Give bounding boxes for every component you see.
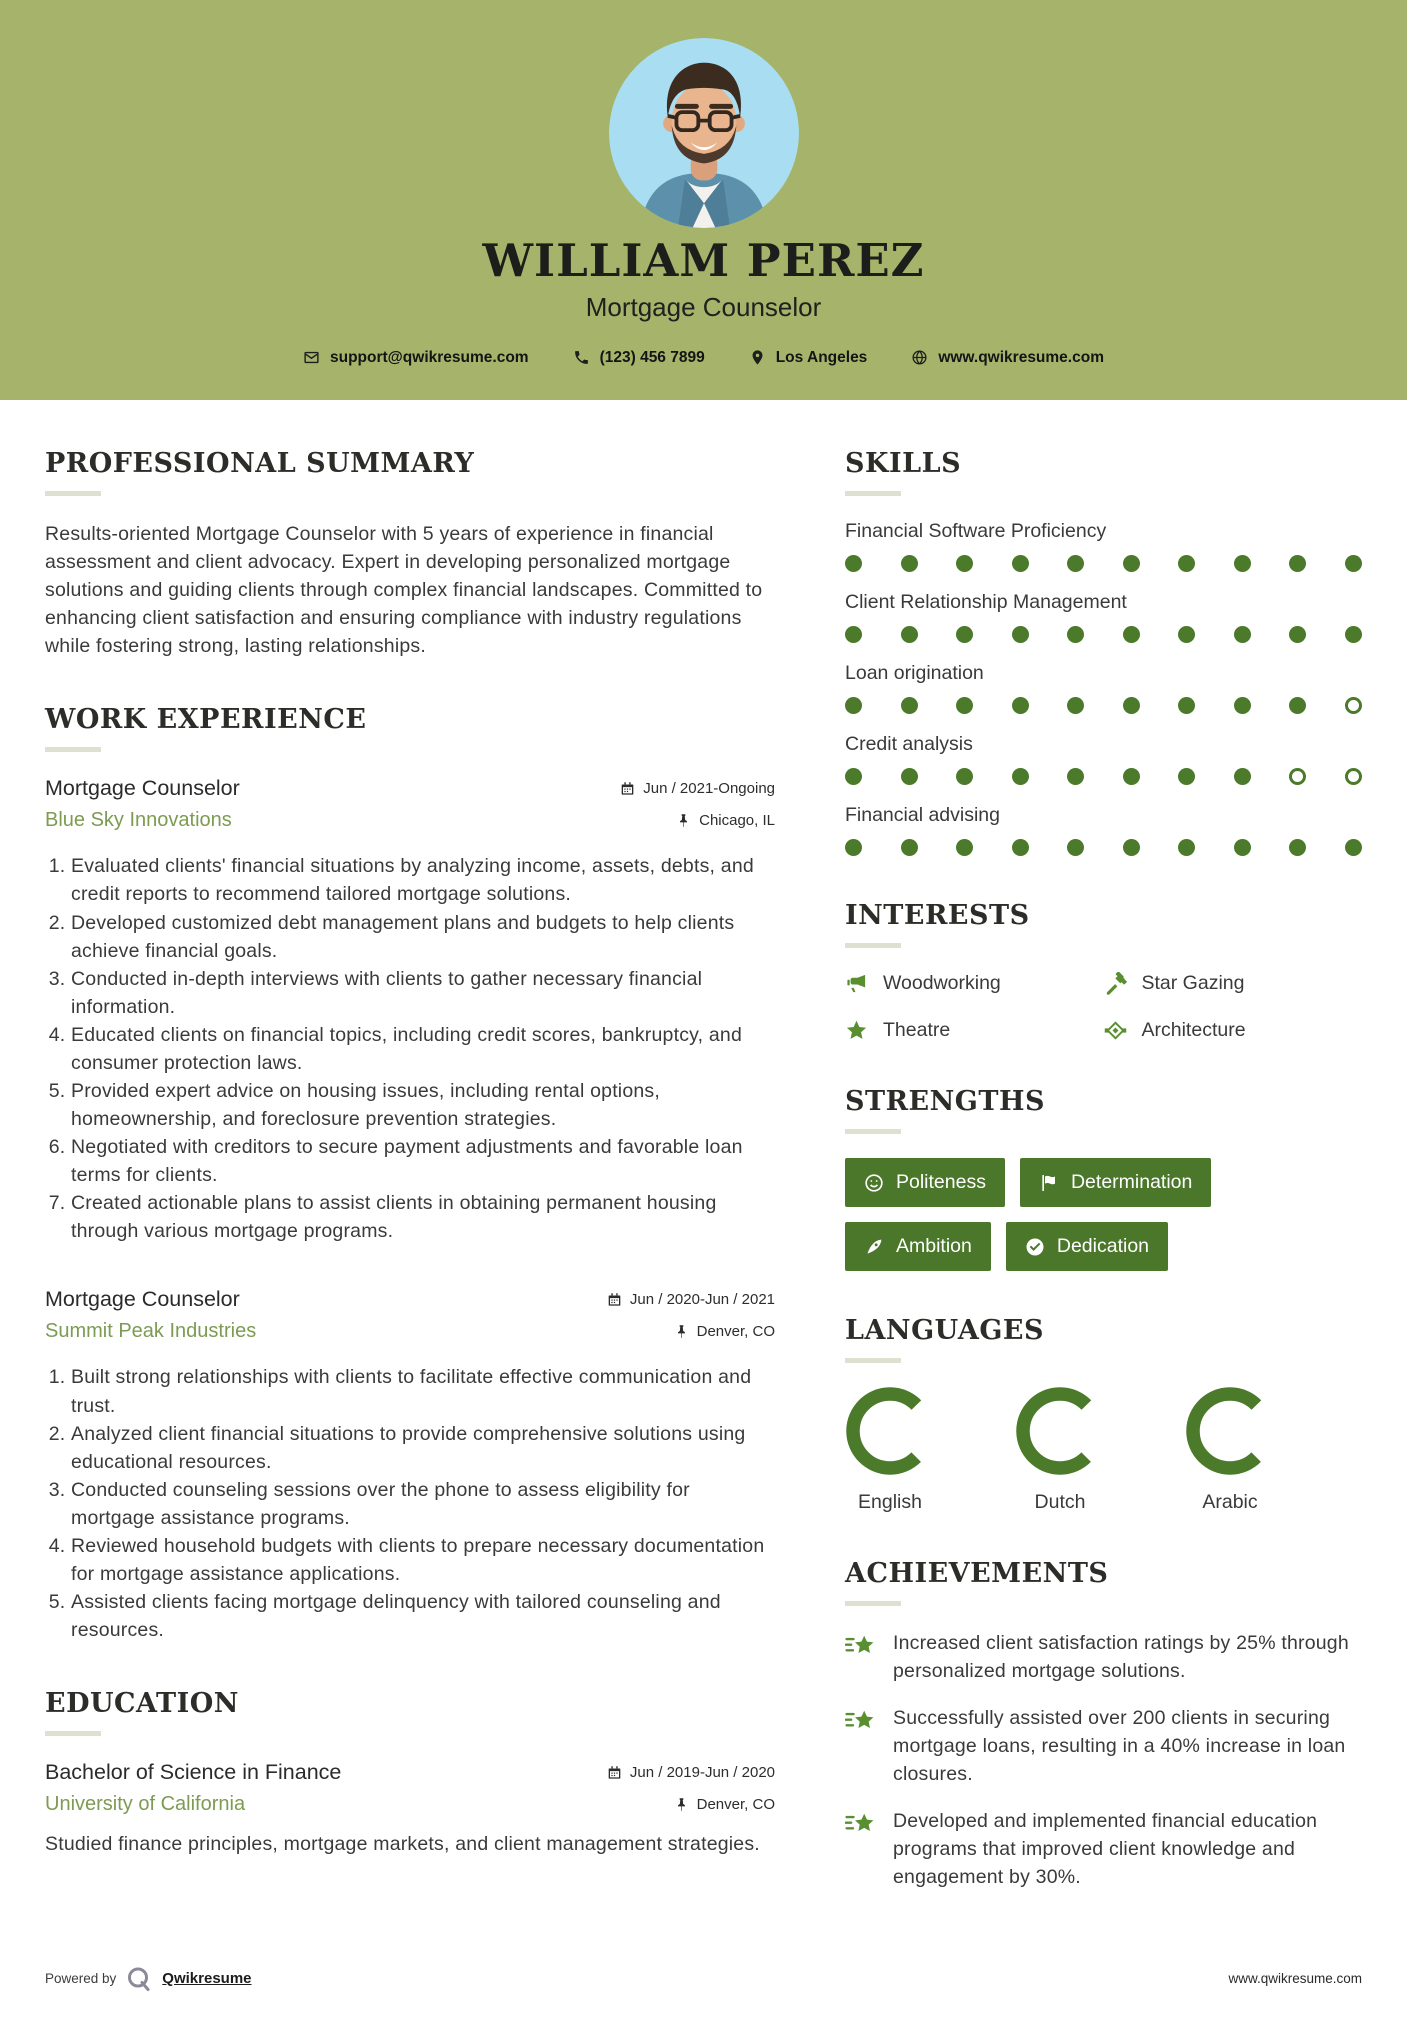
section-achievements [845,1558,1362,1892]
job-dates [607,1291,775,1308]
strength-label: Politeness [896,1171,986,1193]
shooting-star-icon [845,1708,877,1734]
rocket-icon [864,1237,884,1257]
job-bullet: 4. Reviewed household budgets with clients to prepare necessary documentation for mortgage assistance applications. [71,1532,775,1588]
job-dates [620,780,775,797]
language-level-arc [1016,1387,1104,1475]
section-strengths [845,1086,1362,1271]
skill-row [845,591,1362,643]
skill-name: Client Relationship Management [845,591,1127,613]
skill-dot-filled [1123,626,1140,643]
language-level-arc [846,1387,934,1475]
job-bullet: 5. Assisted clients facing mortgage delinquency with tailored counseling and resources. [71,1588,775,1644]
skill-dot-filled [1234,768,1251,785]
job-entry [45,1287,775,1644]
skill-dot-filled [901,768,918,785]
skill-dot-filled [1289,839,1306,856]
skill-level-dots [845,555,1362,572]
skill-dot-empty [1289,768,1306,785]
contact-text: www.qwikresume.com [938,348,1104,366]
education-subhead [45,1793,775,1816]
language-item [1015,1387,1105,1514]
job-bullet: 5. Provided expert advice on housing issues, including rental options, homeownership, and foreclosure prevention strategies. [71,1077,775,1133]
pushpin-icon [674,1324,689,1339]
job-bullet: 2. Analyzed client financial situations to provide comprehensive solutions using educational resources. [71,1420,775,1476]
section-heading: ACHIEVEMENTS [845,1558,1109,1589]
job-company: Summit Peak Industries [45,1320,257,1343]
contact-item [911,349,1104,367]
job-bullets [45,852,775,1245]
strength-badge [845,1158,1005,1207]
skill-dot-filled [1067,697,1084,714]
heading-underline [845,1358,901,1363]
skill-dot-filled [845,555,862,572]
education-degree: Bachelor of Science in Finance [45,1760,342,1785]
job-bullet: 3. Conducted in-depth interviews with clients to gather necessary financial information. [71,965,775,1021]
section-education [45,1688,775,1858]
skill-name: Credit analysis [845,733,973,755]
globe-icon [911,349,928,366]
pushpin-icon [676,813,691,828]
strength-label: Dedication [1056,1235,1150,1257]
job-dates-text: Jun / 2021-Ongoing [643,780,775,798]
skill-dot-filled [1123,839,1140,856]
education-dates-text: Jun / 2019-Jun / 2020 [629,1764,775,1782]
job-entry [45,776,775,1245]
achievement-text: Developed and implemented financial education programs that improved client knowledge and engagement by 30%. [893,1810,1318,1888]
education-description: Studied finance principles, mortgage markets, and client management strategies. [45,1833,760,1856]
strength-label: Determination [1070,1171,1193,1193]
skill-dot-filled [1067,626,1084,643]
job-bullet: 6. Negotiated with creditors to secure payment adjustments and favorable loan terms for clients. [71,1133,775,1189]
qwikresume-link[interactable]: Qwikresume [162,1970,252,1987]
skill-dot-filled [1178,697,1195,714]
skill-dot-filled [845,697,862,714]
skill-dot-filled [845,839,862,856]
contact-row [303,349,1104,367]
skill-row [845,733,1362,785]
strength-badge [1020,1158,1211,1207]
qwikresume-logo-icon [126,1966,152,1992]
achievement-text: Successfully assisted over 200 clients in securing mortgage loans, resulting in a 40% increase in loan closures. [893,1707,1346,1785]
skill-dot-filled [1123,555,1140,572]
skill-dot-filled [901,555,918,572]
language-name: Arabic [1202,1491,1258,1513]
phone-icon [573,349,590,366]
person-name: WILLIAM PEREZ [482,234,925,287]
skill-dot-filled [956,768,973,785]
skill-level-dots [845,768,1362,785]
interest-item [1104,1019,1363,1042]
skill-name: Financial advising [845,804,1001,826]
section-heading: WORK EXPERIENCE [45,704,367,736]
flag-icon [1039,1173,1059,1193]
skill-dot-filled [956,839,973,856]
heading-underline [45,747,101,752]
calendar-icon [620,781,635,796]
job-bullet: 1. Built strong relationships with clients to facilitate effective communication and trust. [71,1363,775,1419]
skill-dot-filled [1123,697,1140,714]
skill-level-dots [845,839,1362,856]
achievement-item [845,1630,1362,1685]
heading-underline [45,491,101,496]
heading-underline [845,943,901,948]
job-company: Blue Sky Innovations [45,809,232,832]
job-bullets [45,1363,775,1644]
section-heading: PROFESSIONAL SUMMARY [45,448,475,479]
shooting-star-icon [845,1811,877,1837]
job-location-text: Chicago, IL [699,812,775,830]
interest-label: Architecture [1141,1019,1246,1041]
interest-label: Theatre [883,1019,951,1041]
language-item [1185,1387,1275,1514]
section-professional-summary [45,448,775,660]
heading-underline [845,1601,901,1606]
body-columns [0,400,1407,1936]
job-title: Mortgage Counselor [45,776,240,801]
right-column [845,448,1362,1936]
gavel-icon [1104,972,1127,995]
skill-dot-empty [1345,697,1362,714]
skill-dot-filled [1012,839,1029,856]
skill-dot-filled [1178,839,1195,856]
skill-dot-filled [1067,768,1084,785]
section-heading: INTERESTS [845,900,1030,931]
powered-by-label: Powered by [45,1971,117,1986]
strength-label: Ambition [896,1235,972,1257]
heading-underline [845,491,901,496]
megaphone-icon [845,972,868,995]
job-bullet: 1. Evaluated clients' financial situations by analyzing income, assets, debts, and credit reports to recommend tailored mortgage solutions. [71,852,775,908]
section-languages [845,1315,1362,1514]
contact-item [573,349,705,367]
left-column [45,448,775,1936]
header [0,0,1407,400]
education-location-text: Denver, CO [696,1796,775,1814]
section-work-experience [45,704,775,1644]
skill-dot-filled [1178,768,1195,785]
language-name: Dutch [1034,1491,1086,1513]
achievements-list [845,1630,1362,1892]
skill-name: Financial Software Proficiency [845,520,1107,542]
skill-dot-filled [845,626,862,643]
job-bullet: 4. Educated clients on financial topics, including credit scores, bankruptcy, and consumer protection laws. [71,1021,775,1077]
language-name: English [858,1491,922,1513]
skill-dot-filled [1178,626,1195,643]
contact-text: Los Angeles [775,348,868,366]
skill-row [845,520,1362,572]
email-icon [303,349,320,366]
section-heading: SKILLS [845,448,962,479]
skill-dot-filled [956,555,973,572]
section-heading: STRENGTHS [845,1086,1045,1117]
achievement-text: Increased client satisfaction ratings by 25% through personalized mortgage solutions. [893,1632,1349,1682]
calendar-icon [607,1292,622,1307]
skill-dot-empty [1345,768,1362,785]
job-location-text: Denver, CO [696,1323,775,1341]
skill-dot-filled [956,697,973,714]
skill-dot-filled [1289,626,1306,643]
vector-square-icon [1104,1019,1127,1042]
section-interests [845,900,1362,1042]
job-dates-text: Jun / 2020-Jun / 2021 [629,1291,775,1309]
skill-dot-filled [1067,839,1084,856]
skill-dot-filled [1345,839,1362,856]
education-school: University of California [45,1793,246,1816]
heading-underline [845,1129,901,1134]
achievement-item [845,1808,1362,1891]
footer-site-link[interactable]: www.qwikresume.com [1228,1971,1362,1986]
interests-grid [845,972,1362,1042]
section-skills [845,448,1362,856]
footer [0,1936,1407,2038]
skill-dot-filled [1012,697,1029,714]
education-location [674,1796,775,1813]
person-title: Mortgage Counselor [585,291,822,322]
section-heading: EDUCATION [45,1688,239,1720]
skill-level-dots [845,626,1362,643]
interest-label: Woodworking [883,972,1001,994]
skill-dot-filled [1178,555,1195,572]
skill-level-dots [845,697,1362,714]
achievement-item [845,1705,1362,1788]
language-item [845,1387,935,1514]
languages-list [845,1387,1362,1514]
skill-dot-filled [901,697,918,714]
job-bullet: 2. Developed customized debt management plans and budgets to help clients achieve financial goals. [71,909,775,965]
jobs-list [45,776,775,1644]
skill-dot-filled [1012,555,1029,572]
avatar [609,38,799,228]
calendar-icon [607,1765,622,1780]
skill-row [845,804,1362,856]
interest-item [845,972,1104,995]
skill-dot-filled [956,626,973,643]
contact-text: (123) 456 7899 [599,348,705,366]
check-circle-icon [1025,1237,1045,1257]
skill-dot-filled [1289,697,1306,714]
contact-item [749,349,868,367]
pushpin-icon [674,1797,689,1812]
job-location [674,1323,775,1340]
strengths-badges [845,1158,1275,1271]
skill-dot-filled [1345,626,1362,643]
interest-item [845,1019,1104,1042]
skill-dot-filled [845,768,862,785]
skill-dot-filled [1012,768,1029,785]
section-heading: LANGUAGES [845,1315,1044,1346]
skill-dot-filled [1345,555,1362,572]
interest-label: Star Gazing [1141,972,1245,994]
avatar-photo-illustration [609,38,799,228]
skill-dot-filled [901,839,918,856]
job-title: Mortgage Counselor [45,1287,240,1312]
language-level-arc [1186,1387,1274,1475]
education-head [45,1760,775,1785]
heading-underline [45,1731,101,1736]
skill-dot-filled [1234,697,1251,714]
location-icon [749,349,766,366]
skill-dot-filled [1234,555,1251,572]
job-bullet: 3. Conducted counseling sessions over the phone to assess eligibility for mortgage assistance programs. [71,1476,775,1532]
job-location [676,812,775,829]
skill-name: Loan origination [845,662,984,684]
star-icon [845,1019,868,1042]
skill-dot-filled [1234,839,1251,856]
summary-text: Results-oriented Mortgage Counselor with 5 years of experience in financial assessment and client advocacy. Expert in developing personalized mortgage solutions and guiding clients through complex financial landscapes. Committed to enhancing client satisfaction and ensuring compliance with industry regulations while fostering strong, lasting relationships. [45,523,763,658]
skill-dot-filled [1067,555,1084,572]
contact-item [303,349,529,367]
skill-dot-filled [1123,768,1140,785]
education-dates [607,1764,775,1781]
skills-list [845,520,1362,856]
skill-dot-filled [901,626,918,643]
footer-brand-area [45,1966,252,1992]
job-bullet: 7. Created actionable plans to assist clients in obtaining permanent housing through various mortgage programs. [71,1189,775,1245]
interest-item [1104,972,1363,995]
smiley-icon [864,1173,884,1193]
skill-dot-filled [1012,626,1029,643]
skill-row [845,662,1362,714]
shooting-star-icon [845,1633,877,1659]
skill-dot-filled [1234,626,1251,643]
strength-badge [1006,1222,1168,1271]
skill-dot-filled [1289,555,1306,572]
strength-badge [845,1222,991,1271]
contact-text: support@qwikresume.com [330,348,529,366]
